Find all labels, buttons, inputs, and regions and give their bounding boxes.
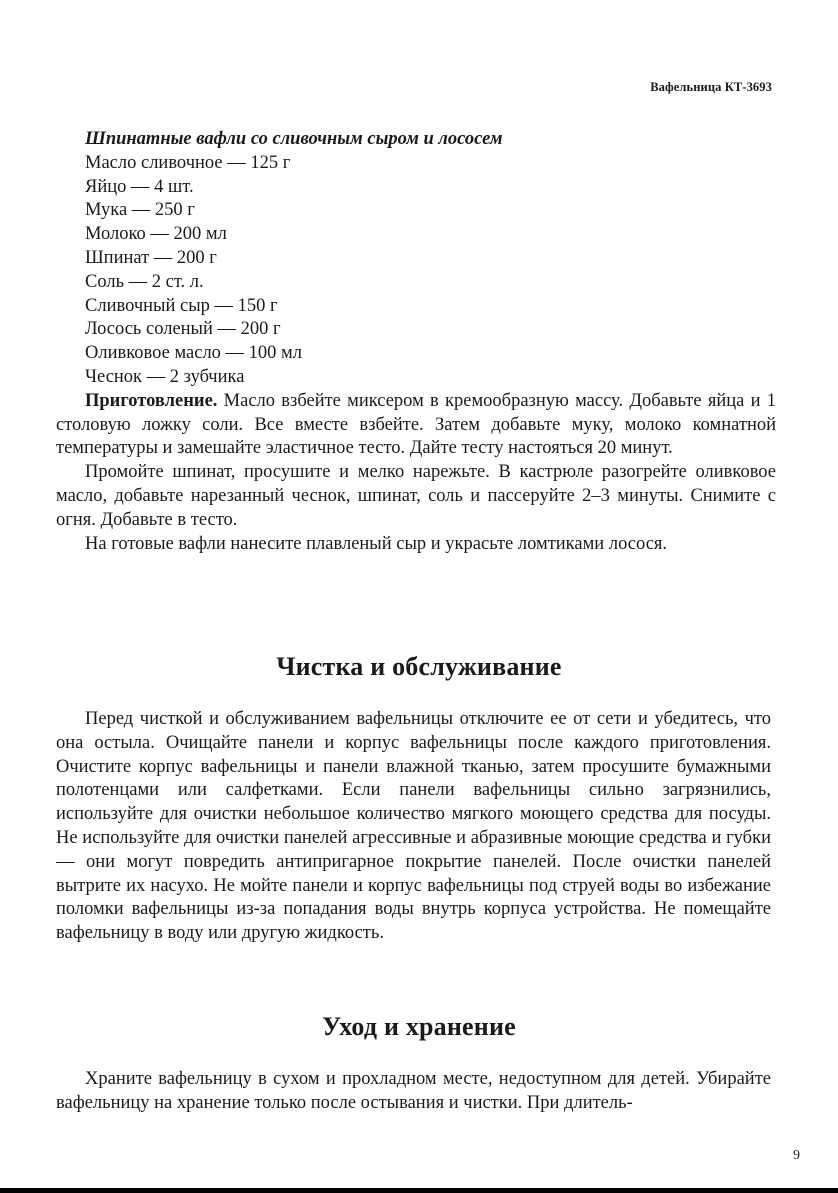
care-heading: Уход и хранение bbox=[322, 1012, 516, 1041]
ingredient-item: Шпинат — 200 г bbox=[85, 247, 217, 268]
ingredient-item: Чеснок — 2 зубчика bbox=[85, 366, 245, 387]
cleaning-paragraph: Перед чисткой и обслуживанием вафельницы отключите ее от сети и убедитесь, что она остыла. Очищайте панели и корпус вафельницы после каждого приготовления. Очистите корпус вафельницы и панели влажной тканью, затем просушите бумажными полотенцами или салфетками. Если панели вафельницы сильно загрязнились, используйте для очистки небольшое количество мягкого моющего средства для посуды. Не используйте для очистки панелей агрессивные и абразивные моющие средства и губки — они могут повредить антипригарное покрытие панелей. После очистки панелей вытрите их насухо. Не мойте панели и корпус вафельницы под струей воды во избежание поломки вафельницы из-за попадания воды внутрь корпуса устройства. Не помещайте вафельницу в воду или другую жидкость. bbox=[56, 709, 771, 944]
ingredient-item: Сливочный сыр — 150 г bbox=[85, 295, 278, 316]
care-paragraph: Храните вафельницу в сухом и прохладном месте, недоступном для детей. Убирайте вафельницу на хранение только после остывания и чистки. При длитель- bbox=[56, 1069, 771, 1113]
ingredient-item: Яйцо — 4 шт. bbox=[85, 176, 194, 197]
preparation-text: Масло взбейте миксером в кремообразную массу. Добавьте яйца и 1 столовую ложку соли. Все вместе взбейте. Затем добавьте муку, молоко комнатной температуры и замешайте эластичное тесто. Дайте тесту настояться 20 минут. bbox=[56, 390, 776, 459]
ingredient-item: Соль — 2 ст. л. bbox=[85, 271, 204, 292]
ingredient-list bbox=[56, 152, 776, 390]
recipe-section bbox=[56, 128, 776, 556]
page-number: 9 bbox=[793, 1148, 800, 1163]
ingredient-item: Лосось соленый — 200 г bbox=[85, 319, 281, 340]
preparation-paragraph bbox=[56, 390, 776, 461]
care-section bbox=[56, 1068, 771, 1116]
bottom-rule bbox=[0, 1188, 838, 1193]
running-header-title: Вафельница КТ-3693 bbox=[650, 80, 772, 94]
recipe-paragraph-3: На готовые вафли нанесите плавленый сыр и украсьте ломтиками лосося. bbox=[85, 533, 668, 554]
ingredient-item: Молоко — 200 мл bbox=[85, 224, 227, 245]
ingredient-item: Мука — 250 г bbox=[85, 200, 195, 221]
ingredient-item: Оливковое масло — 100 мл bbox=[85, 343, 302, 364]
cleaning-section bbox=[56, 708, 771, 946]
recipe-title: Шпинатные вафли со сливочным сыром и лососем bbox=[85, 129, 503, 149]
cleaning-heading: Чистка и обслуживание bbox=[276, 652, 562, 681]
preparation-label: Приготовление. bbox=[85, 390, 218, 411]
recipe-paragraph-2: Промойте шпинат, просушите и мелко нарежьте. В кастрюле разогрейте оливковое масло, добавьте нарезанный чеснок, шпинат, соль и пассеруйте 2–3 минуты. Снимите с огня. Добавьте в тесто. bbox=[56, 462, 776, 530]
ingredient-item: Масло сливочное — 125 г bbox=[85, 152, 291, 173]
